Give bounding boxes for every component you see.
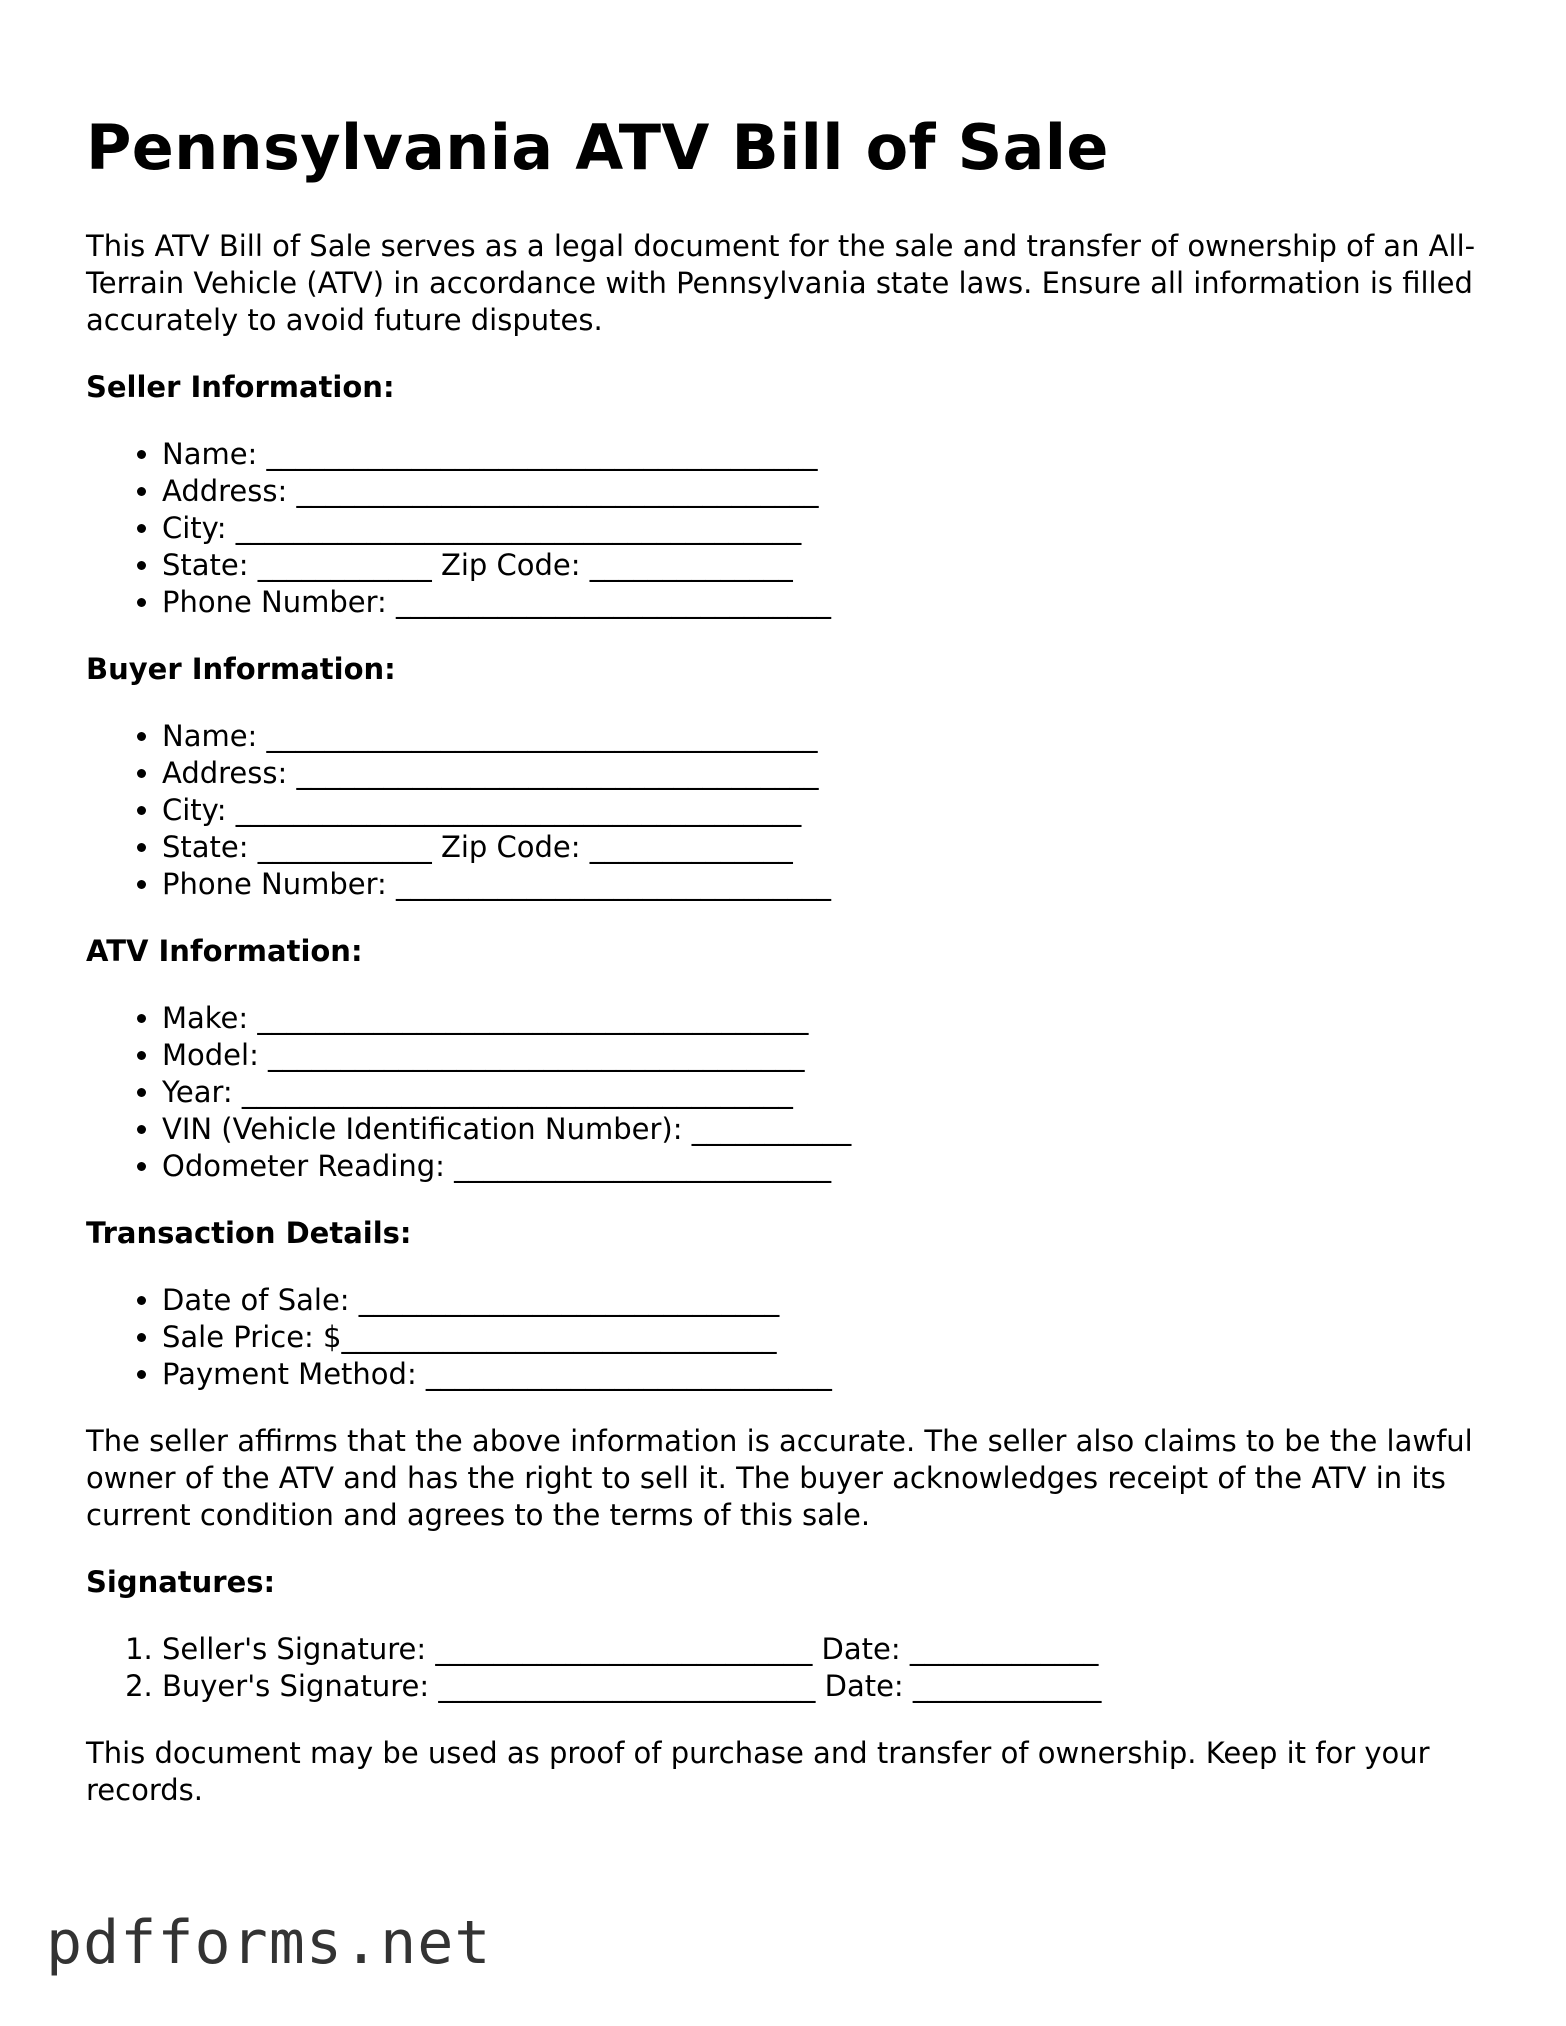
atv-fields-list — [86, 1000, 1486, 1185]
seller-city-field: • City: _______________________________________ — [162, 510, 1486, 547]
atv-odometer-field: • Odometer Reading: __________________________ — [162, 1148, 1486, 1185]
watermark-logo: pdfforms.net — [46, 1908, 492, 1978]
seller-name-field: • Name: ______________________________________ — [162, 436, 1486, 473]
affirmation-paragraph: The seller affirms that the above information is accurate. The seller also claims to be the lawful owner of the ATV and has the right to sell it. The buyer acknowledges receipt of the ATV in its current condition and agrees to the terms of this sale. — [86, 1424, 1473, 1532]
seller-heading: Seller Information: — [86, 370, 395, 404]
buyer-city-field: • City: _______________________________________ — [162, 792, 1486, 829]
buyer-state-zip-field: • State: ____________ Zip Code: ______________ — [162, 829, 1486, 866]
buyer-fields-list — [86, 718, 1486, 903]
seller-address-field: • Address: ____________________________________ — [162, 473, 1486, 510]
document-page — [86, 104, 1486, 1809]
seller-signature-field: 1. Seller's Signature: __________________________ Date: _____________ — [162, 1631, 1486, 1668]
atv-make-field: • Make: ______________________________________ — [162, 1000, 1486, 1037]
page-title: Pennsylvania ATV Bill of Sale — [86, 111, 1109, 184]
transaction-heading: Transaction Details: — [86, 1216, 412, 1250]
atv-year-field: • Year: ______________________________________ — [162, 1074, 1486, 1111]
date-of-sale-field: • Date of Sale: _____________________________ — [162, 1282, 1486, 1319]
payment-method-field: • Payment Method: ____________________________ — [162, 1356, 1486, 1393]
sale-price-field: • Sale Price: $______________________________ — [162, 1319, 1486, 1356]
buyer-heading: Buyer Information: — [86, 652, 396, 686]
buyer-phone-field: • Phone Number: ______________________________ — [162, 866, 1486, 903]
buyer-address-field: • Address: ____________________________________ — [162, 755, 1486, 792]
seller-phone-field: • Phone Number: ______________________________ — [162, 584, 1486, 621]
transaction-fields-list — [86, 1282, 1486, 1393]
signatures-heading: Signatures: — [86, 1565, 276, 1599]
seller-state-zip-field: • State: ____________ Zip Code: ______________ — [162, 547, 1486, 584]
buyer-name-field: • Name: ______________________________________ — [162, 718, 1486, 755]
atv-heading: ATV Information: — [86, 934, 363, 968]
intro-paragraph: This ATV Bill of Sale serves as a legal document for the sale and transfer of ownership of an All-Terrain Vehicle (ATV) in accordance with Pennsylvania state laws. Ensure all information is filled accurately to avoid future disputes. — [86, 229, 1476, 337]
atv-model-field: • Model: _____________________________________ — [162, 1037, 1486, 1074]
closing-paragraph: This document may be used as proof of purchase and transfer of ownership. Keep it for your records. — [86, 1736, 1430, 1807]
seller-fields-list — [86, 436, 1486, 621]
buyer-signature-field: 2. Buyer's Signature: __________________________ Date: _____________ — [162, 1668, 1486, 1705]
atv-vin-field: • VIN (Vehicle Identification Number): ___________ — [162, 1111, 1486, 1148]
signatures-list — [86, 1631, 1486, 1705]
